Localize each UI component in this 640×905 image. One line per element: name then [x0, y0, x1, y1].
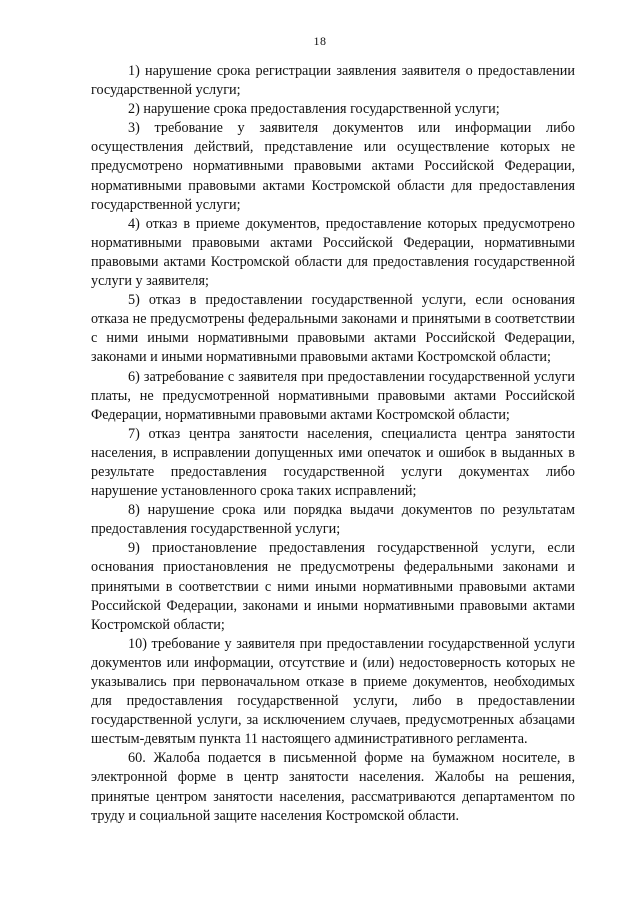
list-item-8: 8) нарушение срока или порядка выдачи документов по результатам предоставления государственной услуги; — [91, 502, 575, 538]
list-item-2: 2) нарушение срока предоставления государственной услуги; — [128, 101, 500, 118]
list-item-1: 1) нарушение срока регистрации заявления заявителя о предоставлении государственной услуги; — [91, 63, 575, 99]
list-item-7: 7) отказ центра занятости населения, специалиста центра занятости населения, в исправлении допущенных ими опечаток и ошибок в выданных в результате предоставления государственной услуги документах либо нарушение установленного срока таких исправлений; — [91, 425, 575, 500]
list-item-9: 9) приостановление предоставления государственной услуги, если основания приостановления не предусмотрены федеральными законами и принятыми в соответствии с ними иными нормативными правовыми актами Российской Федерации, законами и иными нормативными правовыми актами Костромской области; — [91, 540, 575, 633]
list-item-10: 10) требование у заявителя при предоставлении государственной услуги документов или информации, отсутствие и (или) недостоверность которых не указывались при первоначальном отказе в приеме документов, необходимых для предоставления государственной услуги, либо в предоставлении государственной услуги, за исключением случаев, предусмотренных абзацами шестым-девятым пункта 11 настоящего административного регламента. — [91, 635, 575, 748]
document-body — [91, 62, 575, 826]
list-item-6: 6) затребование с заявителя при предоставлении государственной услуги платы, не предусмотренной нормативными правовыми актами Российской Федерации, нормативными правовыми актами Костромской области; — [91, 368, 575, 423]
page-number: 18 — [313, 34, 327, 48]
list-item-5: 5) отказ в предоставлении государственной услуги, если основания отказа не предусмотрены федеральными законами и принятыми в соответствии с ними иными нормативными правовыми актами Российской Федерации, законами и иными нормативными правовыми актами Костромской области; — [91, 292, 575, 366]
list-item-4: 4) отказ в приеме документов, предоставление которых предусмотрено нормативными правовыми актами Российской Федерации, нормативными правовыми актами Костромской области для предоставления государственной услуги у заявителя; — [91, 215, 575, 290]
paragraph-60: 60. Жалоба подается в письменной форме на бумажном носителе, в электронной форме в центр занятости населения. Жалобы на решения, принятые центром занятости населения, рассматриваются департаментом по труду и социальной защите населения Костромской области. — [91, 750, 575, 824]
list-item-3: 3) требование у заявителя документов или информации либо осуществления действий, представление или осуществление которых не предусмотрено нормативными правовыми актами Российской Федерации, нормативными правовыми актами Костромской области для предоставления государственной услуги; — [91, 120, 575, 213]
